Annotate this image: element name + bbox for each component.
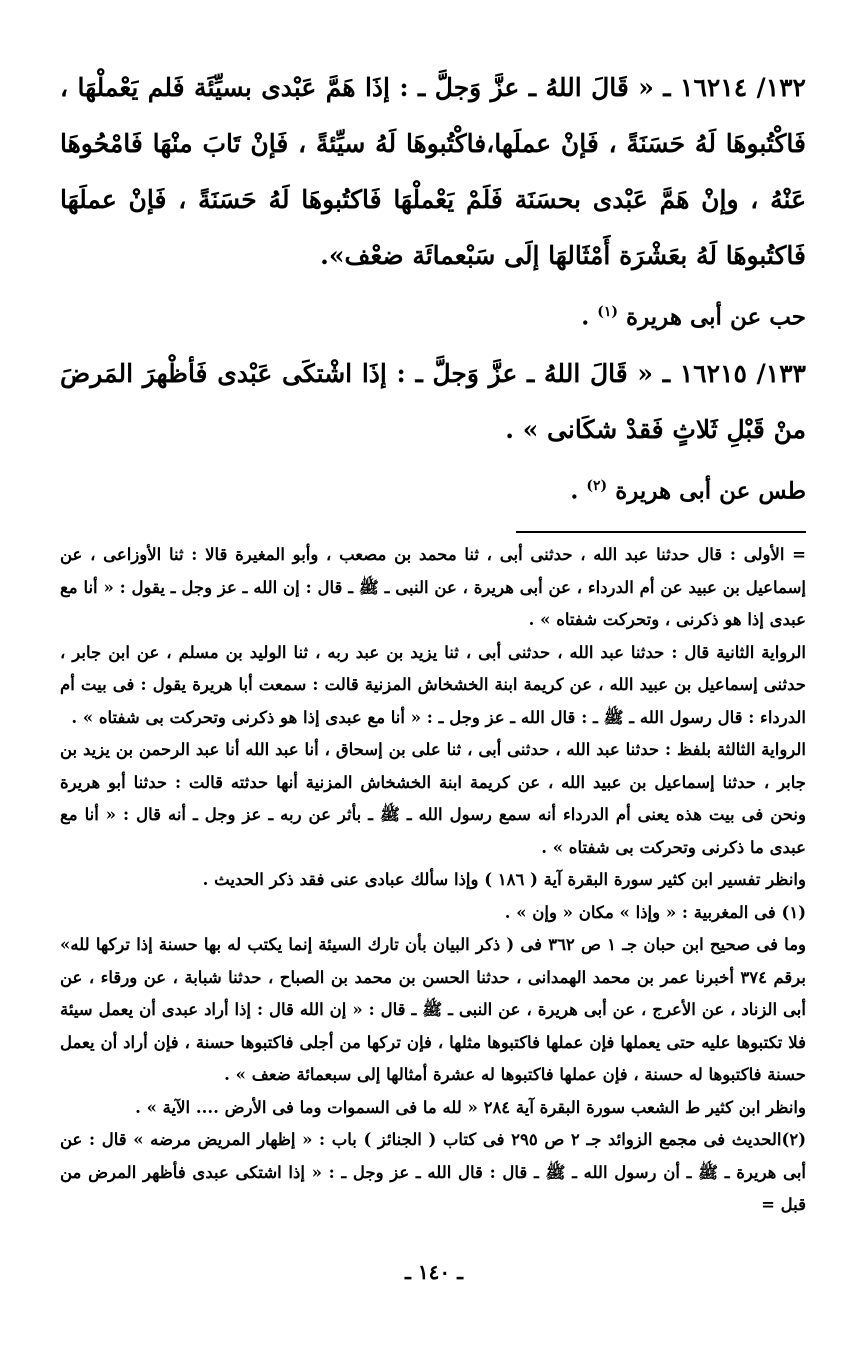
source-end: . [581,303,590,331]
footnote-ref: (٢) [586,477,608,494]
footnotes [60,539,806,1222]
footnote-paragraph: وانظر تفسير ابن كثير سورة البقرة آية ( ١٨٦ ) وإذا سألك عبادى عنى فقد ذكر الحديث . [202,870,806,890]
page-number: ـ ١٤٠ ـ [405,1260,463,1284]
source-text: طس عن أبى هريرة [615,477,806,505]
hadith-paragraph: ١٣٢/ ١٦٢١٤ ـ « قَالَ اللهُ ـ عزَّ وَجلَّ ـ : إذَا هَمَّ عَبْدى بسيِّئَة فَلم يَعْملْهَا ، فَاكْتُبوهَا لَهُ حَسَنَةً ، فَإنْ عملَها،فاكْتُبوهَا لَهُ سيِّئةً ، فَإنْ تَابَ منْهَا فَامْحُوهَا عَنْهُ ، وإنْ هَمَّ عَبْدى بحسَنَة فَلَمْ يَعْملْهَا فَاكتُبوهَا لَهُ حَسَنَةً ، فَإنْ عملَهَا فَاكتُبوهَا لَهُ بعَشْرَة أَمْثَالهَا إلَى سَبْعمائَة ضعْف». [60,73,806,270]
footnote-ref: (١) [597,304,618,320]
hadith-source [60,458,806,520]
footnote-paragraph: الرواية الثانية قال : حدثنا عبد الله ، حدثنى أبى ، ثنا يزيد بن عبد ربه ، ثنا الوليد بن مسلم ، عن ابن جابر ، حدثنى إسماعيل بن عبيد الله ، عن كريمة ابنة الخشخاش المزنية قالت : سمعت أبا هريرة يقول : فى بيت أم الدرداء : قال رسول الله ـ ﷺ ـ : قال الله ـ عز وجل ـ : « أنا مع عبدى إذا هو ذكرنى وتحركت بى شفتاه » . [60,642,806,727]
hadith-source [60,284,806,346]
footnote-paragraph: وما فى صحيح ابن حبان جـ ١ ص ٣٦٢ فى ( ذكر البيان بأن تارك السيئة إنما يكتب له بها حسنة إذا تركها لله» برقم ٣٧٤ أخبرنا عمر بن محمد الهمدانى ، حدثنا الحسن بن محمد بن الصباح ، حدثنا شبابة ، عن ورقاء ، عن أبى الزناد ، عن الأعرج ، عن أبى هريرة ، عن النبى ـ ﷺ ـ قال : « إن الله قال : إذا أراد عبدى أن يعمل سيئة فلا تكتبوها عليه حتى يعملها فإن عملها فاكتبوها مثلها ، فإن تركها من أجلى فاكتبوها حسنة ، فإن أراد أن يعمل حسنة فاكتبوها له حسنة ، فإن عملها فاكتبوها له عشرة أمثالها إلى سبعمائة ضعف » . [60,935,807,1085]
footnote-paragraph: = الأولى : قال حدثنا عبد الله ، حدثنى أبى ، ثنا محمد بن مصعب ، وأبو المغيرة قالا : ثنا الأوزاعى ، عن إسماعيل بن عبيد عن أم الدرداء ، عن أبى هريرة ، عن النبى ـ ﷺ ـ قال : إن الله ـ عز وجل ـ يقول : « أنا مع عبدى إذا هو ذكرنى ، وتحركت شفتاه » . [60,545,806,630]
footnote-paragraph: (١) فى المغربية : « وإذا » مكان « وإن » . [504,902,806,922]
footnote-paragraph: (٢)الحديث فى مجمع الزوائد جـ ٢ ص ٢٩٥ فى كتاب ( الجنائز ) باب : « إظهار المريض مرضه » قال : عن أبى هريرة ـ ﷺ ـ أن رسول الله ـ ﷺ ـ قال : قال الله ـ عز وجل ـ : « إذا اشتكى عبدى فأظهر المرض من قبل = [60,1130,806,1215]
footnote-divider [516,531,806,533]
hadith-paragraph: ١٣٣/ ١٦٢١٥ ـ « قَالَ اللهُ ـ عزَّ وَجلَّ ـ : إذَا اشْتكَى عَبْدى فَأظْهرَ المَرضَ منْ قَبْلِ ثَلاثٍ فَقدْ شكَانى » . [60,358,806,444]
source-text: حب عن أبى هريرة [626,303,806,331]
footnote-paragraph: وانظر ابن كثير ط الشعب سورة البقرة آية ٢٨٤ « لله ما فى السموات وما فى الأرض .... الآية » . [135,1097,806,1117]
footnote-paragraph: الرواية الثالثة بلفظ : حدثنا عبد الله ، حدثنى أبى ، ثنا على بن إسحاق ، أنا عبد الله أنا عبد الرحمن بن يزيد بن جابر ، حدثنا إسماعيل بن عبيد الله ، عن كريمة ابنة الخشخاش المزنية أنها حدثته قالت : حدثنا أبو هريرة ونحن فى بيت هذه يعنى أم الدرداء أنه سمع رسول الله ـ ﷺ ـ بأثر عن ربه ـ عز وجل ـ أنه قال : « أنا مع عبدى ما ذكرنى وتحركت بى شفتاه » . [60,740,806,857]
source-end: . [570,477,579,505]
